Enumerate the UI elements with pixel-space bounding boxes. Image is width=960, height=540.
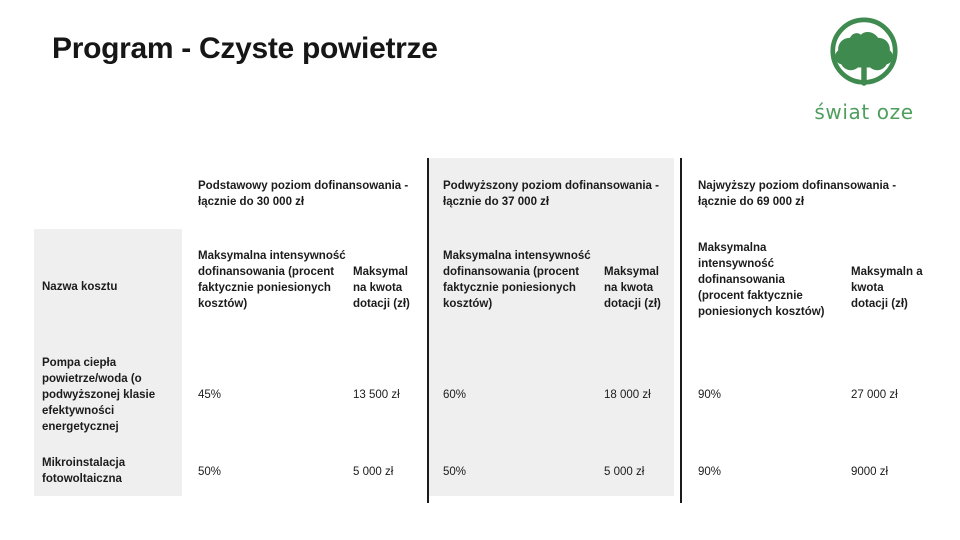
logo-text: świat oze <box>814 100 914 124</box>
subheader-basic-intensity: Maksymalna intensywność dofinansowania (procent faktycznie poniesionych kosztów) <box>198 250 346 310</box>
table-row-heat-pump-raised-percent: 60% <box>443 389 467 401</box>
subheader-highest-amount: Maksymaln a kwota dotacji (zł) <box>851 266 923 310</box>
table-row-heat-pump-raised-amount: 18 000 zł <box>604 389 651 401</box>
table-row-photovoltaic-highest-percent: 90% <box>698 466 722 478</box>
group-header-highest: Najwyższy poziom dofinansowania - łącznie do 69 000 zł <box>698 180 897 208</box>
table-row-heat-pump-highest-amount: 27 000 zł <box>851 389 898 401</box>
table-row-heat-pump-basic-percent: 45% <box>198 389 222 401</box>
table-row-heat-pump-highest-percent: 90% <box>698 389 722 401</box>
table-row-photovoltaic-basic-percent: 50% <box>198 466 222 478</box>
table-row-photovoltaic-raised-amount: 5 000 zł <box>604 466 645 478</box>
page-title: Program - Czyste powietrze <box>52 32 438 65</box>
table-row-photovoltaic-raised-percent: 50% <box>443 466 467 478</box>
subheader-basic-amount: Maksymal na kwota dotacji (zł) <box>353 266 410 310</box>
row-label-header: Nazwa kosztu <box>42 281 118 293</box>
table-row-photovoltaic-basic-amount: 5 000 zł <box>353 466 394 478</box>
table-row-label-photovoltaic: Mikroinstalacja fotowoltaiczna <box>42 457 126 485</box>
subheader-highest-intensity: Maksymalna intensywność dofinansowania (procent faktycznie poniesionych kosztów) <box>698 242 825 318</box>
group-header-basic: Podstawowy poziom dofinansowania - łącznie do 30 000 zł <box>198 180 409 208</box>
subheader-raised-amount: Maksymal na kwota dotacji (zł) <box>604 266 661 310</box>
group-header-raised: Podwyższony poziom dofinansowania - łącznie do 37 000 zł <box>443 180 659 208</box>
column-divider-right <box>680 158 682 503</box>
table-row-photovoltaic-highest-amount: 9000 zł <box>851 466 889 478</box>
subheader-raised-intensity: Maksymalna intensywność dofinansowania (procent faktycznie poniesionych kosztów) <box>443 250 591 310</box>
column-divider-left <box>427 158 429 503</box>
table-row-label-heat-pump: Pompa ciepła powietrze/woda (o podwyższonej klasie efektywności energetycznej <box>42 357 156 433</box>
table-row-heat-pump-basic-amount: 13 500 zł <box>353 389 400 401</box>
